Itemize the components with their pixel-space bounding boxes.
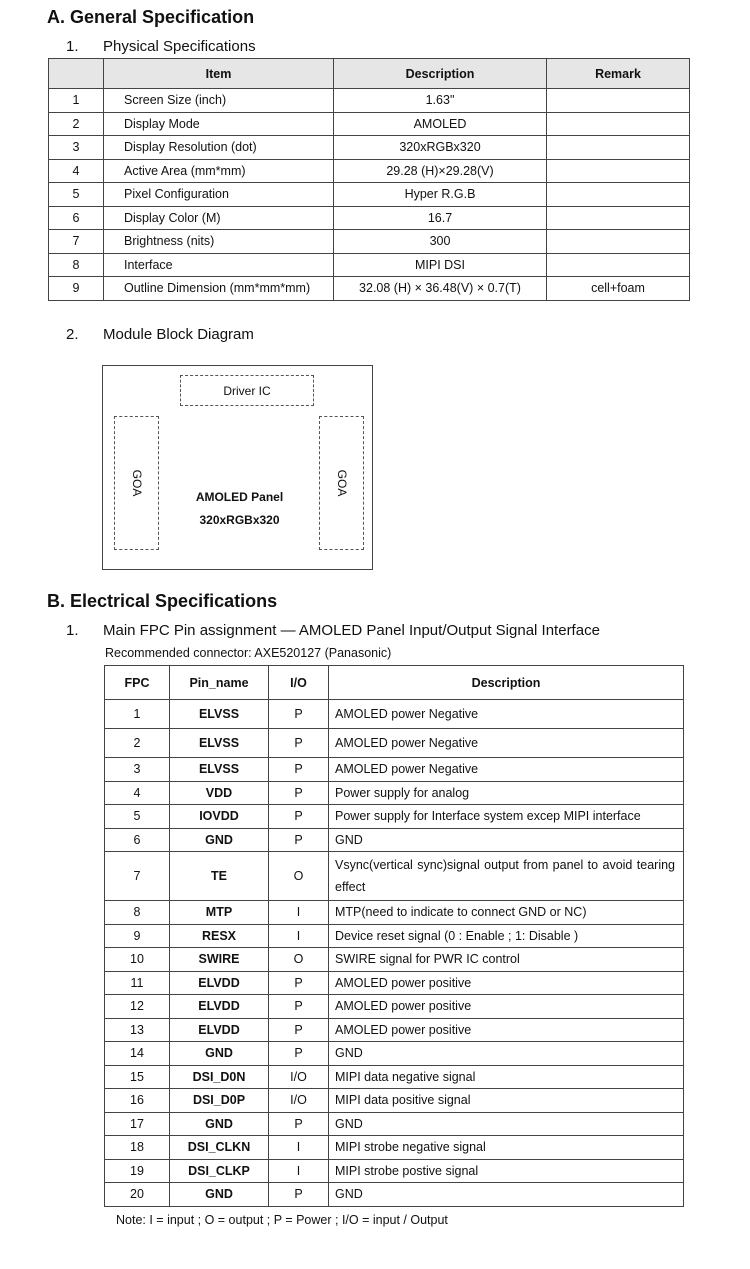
spec-description: Hyper R.G.B: [334, 183, 547, 207]
spec-remark: [547, 136, 690, 160]
pin-name: ELVSS: [170, 700, 269, 729]
fpc-pin-row: [105, 852, 684, 901]
goa-left-label: GOA: [130, 469, 144, 497]
pin-name: ELVSS: [170, 729, 269, 758]
fpc-pin-row: [105, 901, 684, 925]
pin-description: Device reset signal (0 : Enable ; 1: Disable ): [329, 924, 684, 948]
driver-ic-label: Driver IC: [223, 384, 271, 398]
pin-io: I/O: [269, 1089, 329, 1113]
goa-right-block: [319, 416, 364, 550]
pin-name: GND: [170, 1183, 269, 1207]
section-b-title: B. Electrical Specifications: [47, 591, 278, 611]
header-description: Description: [334, 59, 547, 89]
pin-name: DSI_CLKN: [170, 1136, 269, 1160]
fpc-pin-row: [105, 1065, 684, 1089]
physical-spec-row: [49, 89, 690, 113]
block-diagram-heading: [66, 326, 366, 344]
fpc-pin-row: [105, 828, 684, 852]
pin-description: Power supply for analog: [329, 781, 684, 805]
fpc-pin-row: [105, 1112, 684, 1136]
pin-io: P: [269, 700, 329, 729]
fpc-pin-row: [105, 781, 684, 805]
pin-description: AMOLED power positive: [329, 1018, 684, 1042]
physical-spec-row: [49, 183, 690, 207]
pin-name: RESX: [170, 924, 269, 948]
pin-description: GND: [329, 1112, 684, 1136]
pin-name: GND: [170, 1112, 269, 1136]
driver-ic-block: [180, 375, 314, 406]
pin-io: P: [269, 971, 329, 995]
physical-spec-row: [49, 159, 690, 183]
pin-io: P: [269, 1042, 329, 1066]
spec-description: 300: [334, 230, 547, 254]
pin-fpc-number: 6: [105, 828, 170, 852]
spec-description: 32.08 (H) × 36.48(V) × 0.7(T): [334, 277, 547, 301]
fpc-pin-row: [105, 1018, 684, 1042]
pin-io: P: [269, 758, 329, 782]
pin-fpc-number: 14: [105, 1042, 170, 1066]
pin-description: MIPI strobe negative signal: [329, 1136, 684, 1160]
spec-number: 4: [49, 159, 104, 183]
header-io: I/O: [269, 666, 329, 700]
pin-fpc-number: 8: [105, 901, 170, 925]
pin-io: P: [269, 1112, 329, 1136]
spec-item: Display Mode: [104, 112, 334, 136]
pin-fpc-number: 15: [105, 1065, 170, 1089]
spec-description: 1.63": [334, 89, 547, 113]
spec-remark: [547, 183, 690, 207]
pin-fpc-number: 2: [105, 729, 170, 758]
pin-fpc-number: 5: [105, 805, 170, 829]
pin-fpc-number: 12: [105, 995, 170, 1019]
physical-spec-title: Physical Specifications: [103, 38, 256, 55]
pin-description: AMOLED power positive: [329, 971, 684, 995]
signal-note: Note: I = input ; O = output ; P = Power ; I/O = input / Output: [116, 1213, 448, 1227]
spec-item: Screen Size (inch): [104, 89, 334, 113]
pin-io: P: [269, 805, 329, 829]
fpc-pin-title: Main FPC Pin assignment — AMOLED Panel Input/Output Signal Interface: [103, 622, 600, 639]
pin-io: I: [269, 924, 329, 948]
spec-remark: cell+foam: [547, 277, 690, 301]
spec-item: Brightness (nits): [104, 230, 334, 254]
fpc-pin-row: [105, 700, 684, 729]
pin-name: DSI_D0N: [170, 1065, 269, 1089]
spec-number: 1: [49, 89, 104, 113]
pin-name: ELVSS: [170, 758, 269, 782]
header-fpc: FPC: [105, 666, 170, 700]
pin-io: I/O: [269, 1065, 329, 1089]
pin-fpc-number: 10: [105, 948, 170, 972]
pin-name: ELVDD: [170, 1018, 269, 1042]
physical-spec-row: [49, 277, 690, 301]
pin-description: AMOLED power Negative: [329, 700, 684, 729]
pin-fpc-number: 4: [105, 781, 170, 805]
spec-remark: [547, 230, 690, 254]
spec-remark: [547, 89, 690, 113]
fpc-pin-header-row: [105, 666, 684, 700]
header-pin-name: Pin_name: [170, 666, 269, 700]
pin-name: DSI_CLKP: [170, 1159, 269, 1183]
pin-description: SWIRE signal for PWR IC control: [329, 948, 684, 972]
spec-item: Display Resolution (dot): [104, 136, 334, 160]
fpc-pin-row: [105, 971, 684, 995]
physical-spec-row: [49, 136, 690, 160]
module-block-diagram: [102, 365, 373, 570]
block-diagram-number: 2.: [66, 326, 79, 343]
spec-item: Active Area (mm*mm): [104, 159, 334, 183]
pin-description: GND: [329, 1042, 684, 1066]
pin-description: Power supply for Interface system excep MIPI interface: [329, 805, 684, 829]
physical-spec-row: [49, 206, 690, 230]
pin-io: O: [269, 852, 329, 901]
amoled-panel-label: AMOLED Panel: [195, 490, 284, 504]
pin-fpc-number: 11: [105, 971, 170, 995]
pin-fpc-number: 17: [105, 1112, 170, 1136]
spec-remark: [547, 159, 690, 183]
spec-description: MIPI DSI: [334, 253, 547, 277]
pin-io: P: [269, 729, 329, 758]
spec-number: 6: [49, 206, 104, 230]
pin-name: MTP: [170, 901, 269, 925]
fpc-pin-row: [105, 924, 684, 948]
pin-io: I: [269, 1136, 329, 1160]
pin-description: AMOLED power Negative: [329, 758, 684, 782]
pin-name: VDD: [170, 781, 269, 805]
pin-fpc-number: 18: [105, 1136, 170, 1160]
pin-io: P: [269, 828, 329, 852]
fpc-pin-heading: [66, 622, 726, 640]
recommended-connector: Recommended connector: AXE520127 (Panasonic): [105, 646, 392, 660]
spec-number: 3: [49, 136, 104, 160]
fpc-pin-row: [105, 995, 684, 1019]
pin-fpc-number: 13: [105, 1018, 170, 1042]
pin-fpc-number: 9: [105, 924, 170, 948]
pin-description: MIPI data negative signal: [329, 1065, 684, 1089]
pin-description: AMOLED power Negative: [329, 729, 684, 758]
fpc-pin-row: [105, 1089, 684, 1113]
pin-description: AMOLED power positive: [329, 995, 684, 1019]
pin-fpc-number: 16: [105, 1089, 170, 1113]
goa-right-label: GOA: [335, 469, 349, 497]
pin-name: GND: [170, 828, 269, 852]
fpc-pin-number: 1.: [66, 622, 79, 639]
block-diagram-title: Module Block Diagram: [103, 326, 254, 343]
pin-io: I: [269, 901, 329, 925]
physical-spec-heading: [66, 38, 366, 56]
pin-io: P: [269, 781, 329, 805]
fpc-pin-row: [105, 1183, 684, 1207]
header-pin-description: Description: [329, 666, 684, 700]
fpc-pin-row: [105, 1159, 684, 1183]
pin-name: ELVDD: [170, 995, 269, 1019]
spec-number: 7: [49, 230, 104, 254]
pin-name: SWIRE: [170, 948, 269, 972]
fpc-pin-row: [105, 758, 684, 782]
spec-number: 9: [49, 277, 104, 301]
spec-number: 8: [49, 253, 104, 277]
pin-description: MIPI strobe postive signal: [329, 1159, 684, 1183]
spec-item: Interface: [104, 253, 334, 277]
spec-remark: [547, 206, 690, 230]
spec-item: Outline Dimension (mm*mm*mm): [104, 277, 334, 301]
fpc-pin-table: [104, 665, 684, 1207]
pin-name: DSI_D0P: [170, 1089, 269, 1113]
pin-name: GND: [170, 1042, 269, 1066]
pin-name: IOVDD: [170, 805, 269, 829]
pin-io: P: [269, 995, 329, 1019]
spec-description: 29.28 (H)×29.28(V): [334, 159, 547, 183]
header-remark: Remark: [547, 59, 690, 89]
pin-name: ELVDD: [170, 971, 269, 995]
spec-item: Pixel Configuration: [104, 183, 334, 207]
pin-fpc-number: 19: [105, 1159, 170, 1183]
header-item: Item: [104, 59, 334, 89]
spec-description: 320xRGBx320: [334, 136, 547, 160]
fpc-pin-row: [105, 805, 684, 829]
physical-spec-row: [49, 112, 690, 136]
pin-fpc-number: 7: [105, 852, 170, 901]
physical-spec-row: [49, 253, 690, 277]
fpc-pin-row: [105, 729, 684, 758]
pin-io: P: [269, 1018, 329, 1042]
pin-description: MTP(need to indicate to connect GND or NC): [329, 901, 684, 925]
spec-number: 5: [49, 183, 104, 207]
spec-number: 2: [49, 112, 104, 136]
fpc-pin-row: [105, 1136, 684, 1160]
spec-description: 16.7: [334, 206, 547, 230]
pin-io: O: [269, 948, 329, 972]
physical-spec-row: [49, 230, 690, 254]
panel-resolution-label: 320xRGBx320: [199, 513, 280, 527]
spec-item: Display Color (M): [104, 206, 334, 230]
pin-io: P: [269, 1183, 329, 1207]
pin-fpc-number: 20: [105, 1183, 170, 1207]
pin-description: GND: [329, 1183, 684, 1207]
spec-remark: [547, 112, 690, 136]
pin-fpc-number: 1: [105, 700, 170, 729]
spec-description: AMOLED: [334, 112, 547, 136]
physical-spec-header-row: [49, 59, 690, 89]
pin-fpc-number: 3: [105, 758, 170, 782]
physical-spec-table: [48, 58, 690, 301]
spec-remark: [547, 253, 690, 277]
pin-name: TE: [170, 852, 269, 901]
pin-description: Vsync(vertical sync)signal output from panel to avoid tearing effect: [329, 852, 684, 901]
section-a-title: A. General Specification: [47, 7, 255, 27]
pin-description: GND: [329, 828, 684, 852]
header-no: [49, 59, 104, 89]
goa-left-block: [114, 416, 159, 550]
fpc-pin-row: [105, 948, 684, 972]
pin-description: MIPI data positive signal: [329, 1089, 684, 1113]
pin-io: I: [269, 1159, 329, 1183]
fpc-pin-row: [105, 1042, 684, 1066]
physical-spec-number: 1.: [66, 38, 79, 55]
